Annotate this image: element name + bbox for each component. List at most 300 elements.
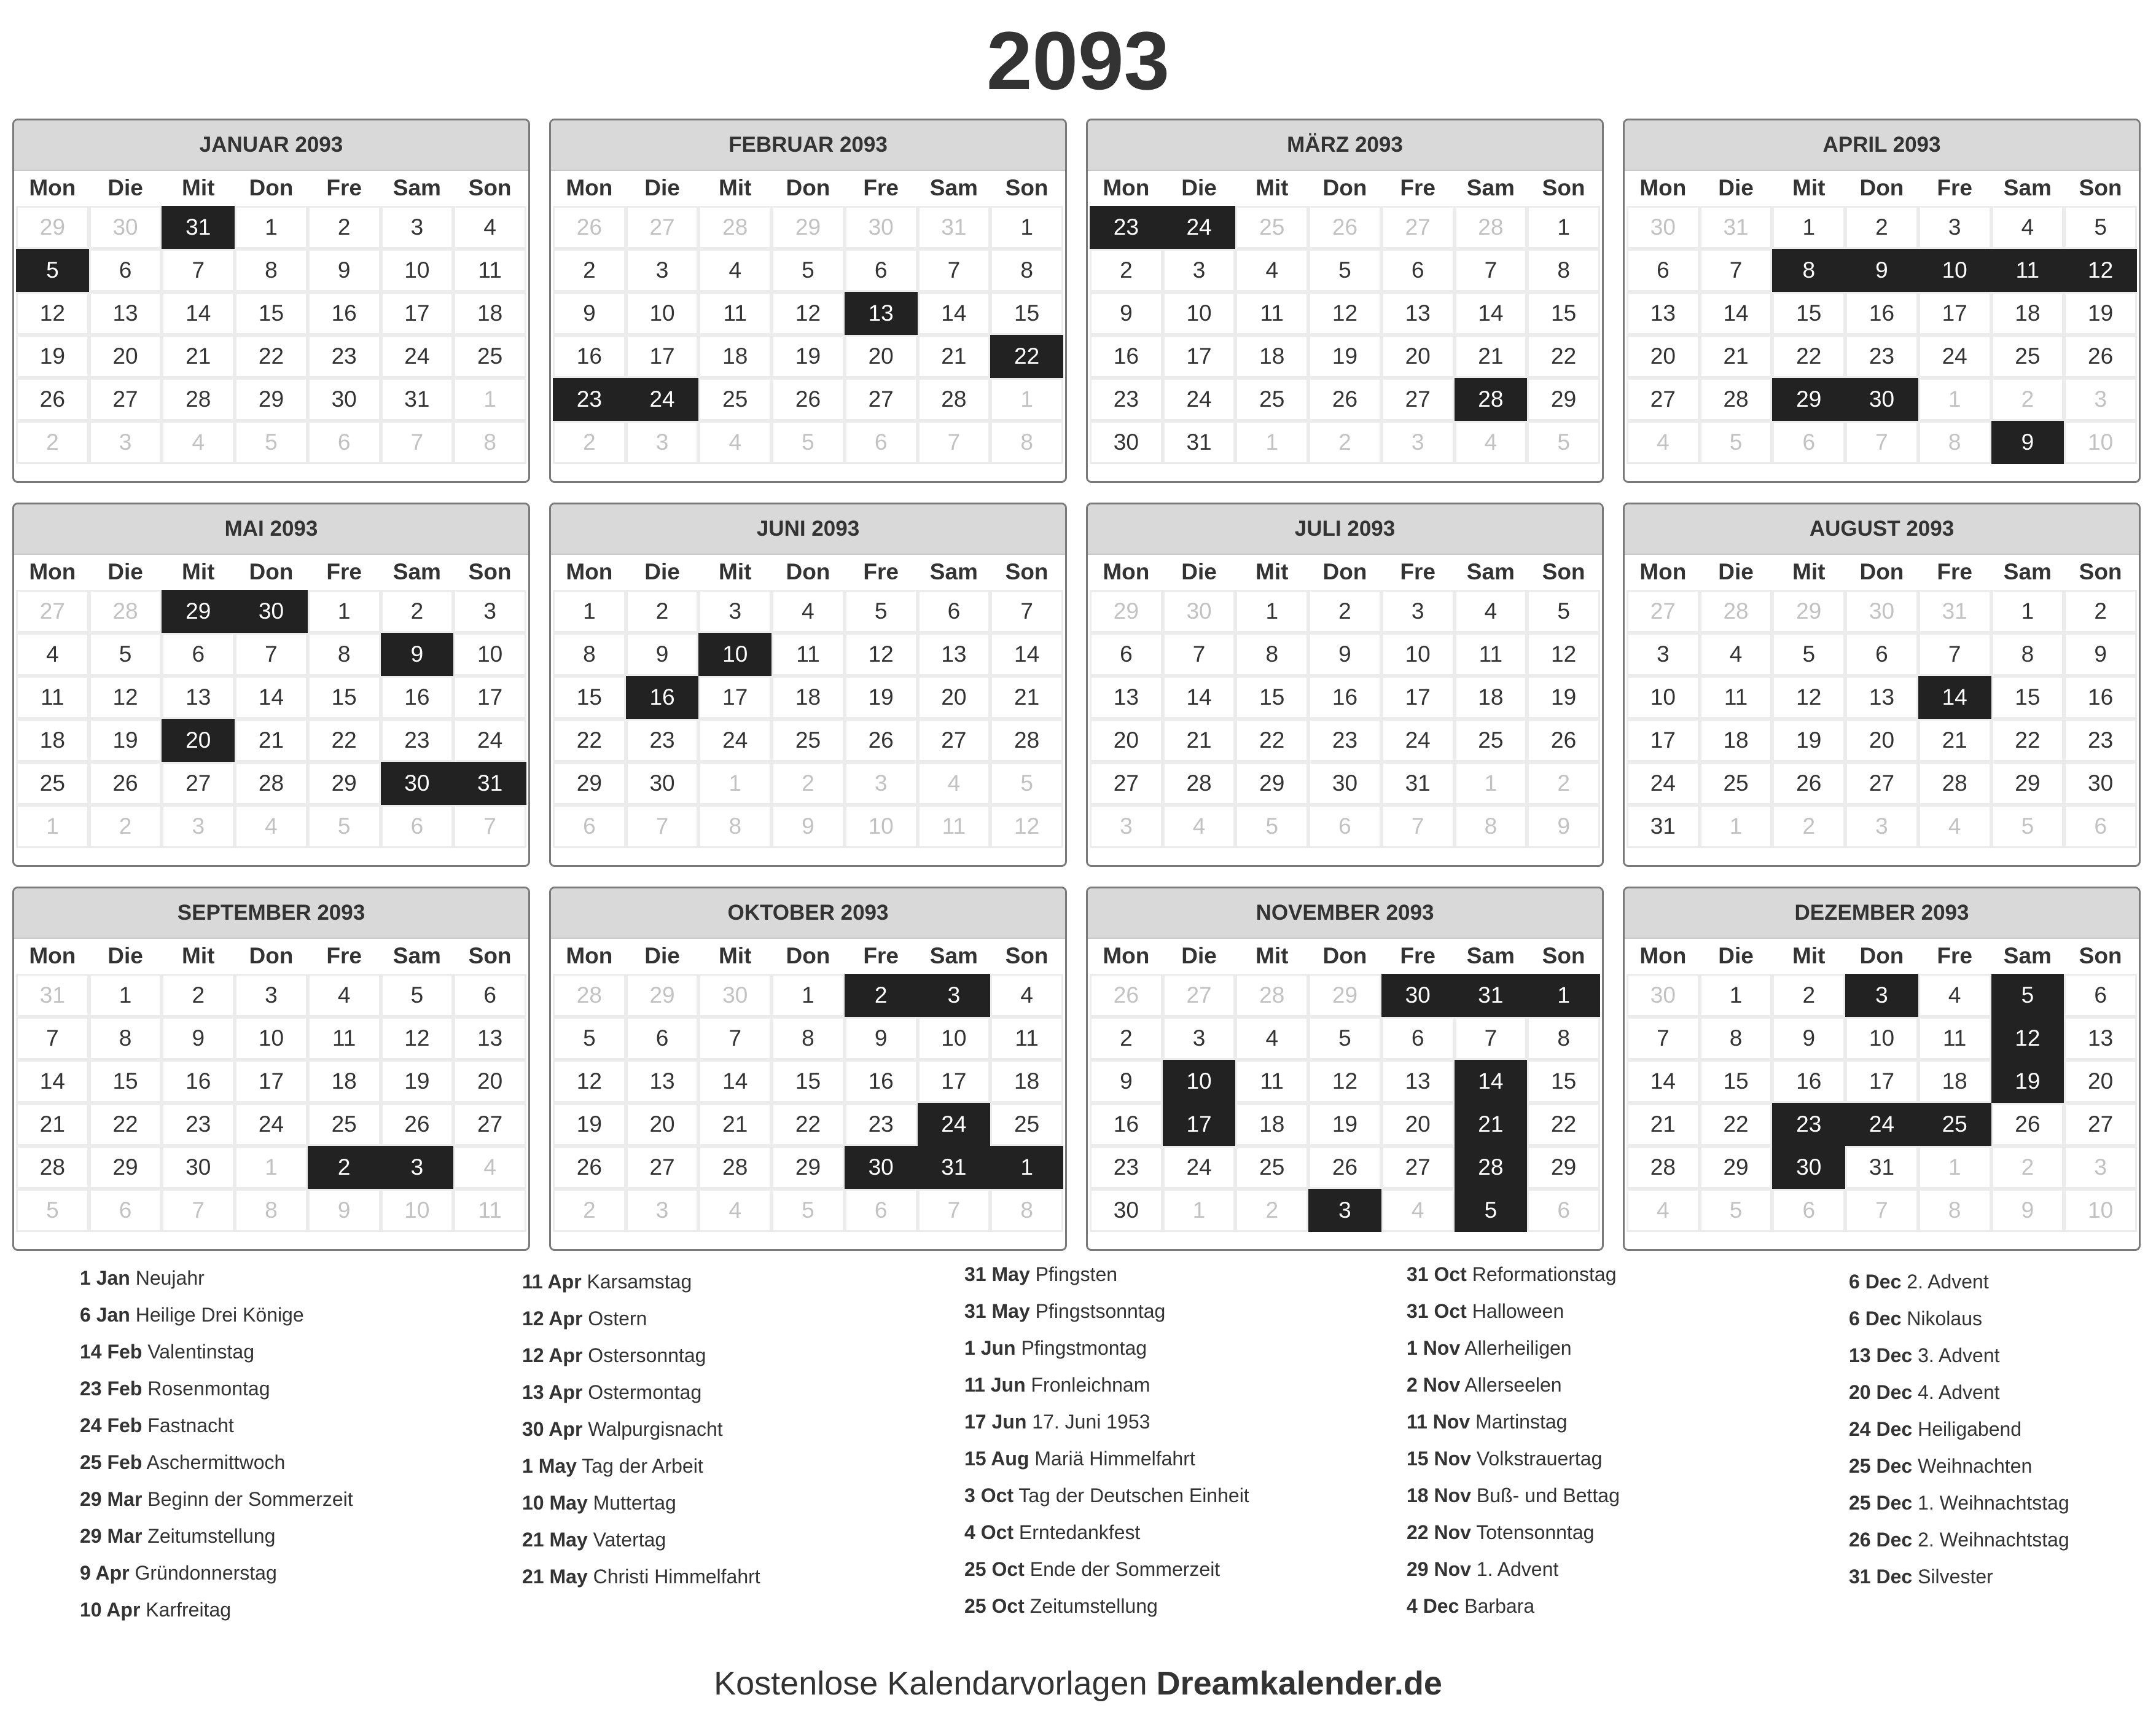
weekday-header: Son: [1005, 943, 1049, 968]
holiday-name: Karsamstag: [587, 1271, 692, 1293]
day-cell: 9: [1774, 1019, 1843, 1058]
day-cell-other-month: 29: [1774, 592, 1843, 631]
weekday-header: Sam: [393, 559, 441, 584]
day-cell: 20: [920, 678, 989, 717]
day-cell-other-month: 6: [2066, 807, 2135, 846]
day-cell-other-month: 10: [846, 807, 916, 846]
holiday-item: [522, 1448, 952, 1484]
day-cell: 4: [455, 208, 525, 247]
day-cell: 29: [773, 1148, 843, 1187]
day-cell: 12: [1310, 1062, 1380, 1101]
day-cell: 16: [383, 678, 452, 717]
holiday-date: 13 Dec: [1849, 1344, 1913, 1366]
day-cell-other-month: 28: [555, 976, 624, 1015]
week-row: [18, 251, 525, 290]
day-cell-other-month: 29: [1310, 976, 1380, 1015]
day-cell-other-month: 9: [773, 807, 843, 846]
day-cell-other-month: 27: [1383, 208, 1453, 247]
holiday-name: Beginn der Sommerzeit: [147, 1488, 353, 1510]
weekday-header: Sam: [393, 943, 441, 968]
day-cell: 15: [1529, 294, 1598, 333]
day-cell: 21: [992, 678, 1061, 717]
weekday-header: Mit: [719, 943, 752, 968]
day-cell-other-month: 5: [236, 423, 306, 462]
day-cell: 7: [1456, 251, 1526, 290]
day-cell: 19: [91, 721, 160, 760]
holiday-name: Ende der Sommerzeit: [1029, 1558, 1221, 1580]
holiday-name: Fronleichnam: [1031, 1374, 1150, 1396]
day-cell-other-month: 2: [773, 764, 843, 803]
holiday-item: [1849, 1374, 2156, 1411]
day-cell-other-month: 6: [310, 423, 379, 462]
weekday-header: Don: [249, 559, 294, 584]
holiday-date: 18 Nov: [1407, 1484, 1471, 1506]
day-cell-other-month: 2: [1774, 807, 1843, 846]
day-cell: 16: [1310, 678, 1380, 717]
day-cell: 7: [700, 1019, 770, 1058]
day-cell: 24: [700, 721, 770, 760]
footer: [0, 1662, 2156, 1705]
months-grid: [12, 119, 2141, 1251]
day-cell: 18: [18, 721, 87, 760]
day-cell-other-month: 8: [1456, 807, 1526, 846]
holiday-date: 21 May: [522, 1529, 588, 1551]
weekday-header: Die: [1718, 943, 1754, 968]
day-cell-other-month: 6: [846, 423, 916, 462]
day-cell-holiday: 9: [1847, 251, 1916, 290]
holiday-date: 6 Dec: [1849, 1307, 1902, 1330]
day-cell-other-month: 29: [1092, 592, 1161, 631]
day-cell: 2: [1310, 592, 1380, 631]
weekday-header: Fre: [1400, 559, 1435, 584]
day-cell: 18: [1920, 1062, 1990, 1101]
weekday-header: Sam: [2003, 559, 2052, 584]
day-cell: 26: [1310, 380, 1380, 419]
day-cell-other-month: 1: [18, 807, 87, 846]
holiday-name: 1. Advent: [1476, 1558, 1559, 1580]
day-cell: 20: [1092, 721, 1161, 760]
day-cell: 3: [628, 251, 697, 290]
weekday-header: Son: [1542, 943, 1585, 968]
weekday-header: Sam: [929, 943, 978, 968]
day-cell: 24: [1165, 380, 1234, 419]
day-cell: 14: [163, 294, 233, 333]
week-row: [18, 337, 525, 376]
weekday-header: Don: [249, 943, 294, 968]
day-cell: 2: [555, 251, 624, 290]
day-cell-other-month: 30: [1628, 208, 1698, 247]
weekday-header: Mit: [1792, 175, 1826, 200]
weekday-header: Sam: [2003, 175, 2052, 200]
day-cell: 14: [700, 1062, 770, 1101]
holiday-column: [1407, 1256, 1837, 1624]
weekday-header: Mon: [1103, 175, 1150, 200]
day-cell: 23: [846, 1105, 916, 1144]
day-cell: 18: [1237, 337, 1306, 376]
day-cell: 3: [1383, 592, 1453, 631]
day-cell: 26: [1529, 721, 1598, 760]
week-row: [1628, 592, 2135, 631]
day-cell: 1: [1529, 208, 1598, 247]
holiday-name: Ostermontag: [588, 1381, 702, 1403]
holiday-column: [1849, 1263, 2156, 1595]
day-cell-other-month: 7: [920, 423, 989, 462]
week-row: [18, 1191, 525, 1230]
day-cell: 15: [992, 294, 1061, 333]
weekday-header: Mon: [566, 175, 613, 200]
day-cell-holiday: 31: [163, 208, 233, 247]
day-cell: 22: [1529, 1105, 1598, 1144]
weekday-header: Son: [1005, 559, 1049, 584]
day-cell: 10: [1628, 678, 1698, 717]
day-cell: 21: [1456, 337, 1526, 376]
day-cell-other-month: 3: [1383, 423, 1453, 462]
day-cell: 4: [1920, 976, 1990, 1015]
holiday-name: Allerheiligen: [1464, 1337, 1572, 1359]
week-row: [1628, 678, 2135, 717]
day-cell: 6: [1383, 251, 1453, 290]
week-row: [555, 337, 1061, 376]
day-cell-holiday: 30: [1774, 1148, 1843, 1187]
day-cell-other-month: 5: [1993, 807, 2063, 846]
holiday-name: Pfingstmontag: [1021, 1337, 1147, 1359]
week-row: [1628, 337, 2135, 376]
day-cell: 2: [1774, 976, 1843, 1015]
holiday-name: Walpurgisnacht: [588, 1418, 723, 1440]
holiday-column: [80, 1260, 510, 1628]
day-cell: 31: [1383, 764, 1453, 803]
day-cell-holiday: 3: [920, 976, 989, 1015]
day-cell: 19: [1529, 678, 1598, 717]
day-cell: 31: [383, 380, 452, 419]
day-cell-other-month: 3: [1092, 807, 1161, 846]
week-row: [1092, 721, 1598, 760]
day-cell: 29: [1701, 1148, 1771, 1187]
day-cell: 20: [2066, 1062, 2135, 1101]
day-cell-other-month: 3: [1847, 807, 1916, 846]
day-cell: 22: [555, 721, 624, 760]
holiday-date: 25 Dec: [1849, 1455, 1913, 1477]
weekday-header: Son: [468, 943, 512, 968]
day-cell: 8: [992, 251, 1061, 290]
month-header: SEPTEMBER 2093: [14, 888, 528, 939]
day-cell: 31: [1847, 1148, 1916, 1187]
day-cell: 23: [310, 337, 379, 376]
day-cell: 18: [455, 294, 525, 333]
day-cell: 19: [846, 678, 916, 717]
month-calendar: [1623, 503, 2141, 867]
holiday-item: [1407, 1440, 1837, 1477]
day-cell: 1: [310, 592, 379, 631]
holiday-date: 24 Feb: [80, 1414, 143, 1436]
day-cell-other-month: 30: [846, 208, 916, 247]
holiday-name: 2. Advent: [1907, 1271, 1989, 1293]
day-cell: 14: [1701, 294, 1771, 333]
weekday-header: Sam: [1466, 943, 1515, 968]
month-header: DEZEMBER 2093: [1625, 888, 2139, 939]
day-cell: 13: [920, 635, 989, 674]
day-cell-other-month: 1: [1701, 807, 1771, 846]
holiday-name: Aschermittwoch: [146, 1451, 286, 1473]
weekday-header: Son: [468, 175, 512, 200]
day-cell-other-month: 2: [1529, 764, 1598, 803]
holiday-item: [80, 1444, 510, 1481]
weekday-header: Don: [249, 175, 294, 200]
day-cell: 7: [236, 635, 306, 674]
holiday-date: 6 Dec: [1849, 1271, 1902, 1293]
holiday-date: 25 Dec: [1849, 1492, 1913, 1514]
week-row: [18, 721, 525, 760]
day-cell: 12: [555, 1062, 624, 1101]
day-cell: 29: [1237, 764, 1306, 803]
day-cell: 19: [1774, 721, 1843, 760]
day-cell: 27: [920, 721, 989, 760]
weekday-header: Mit: [182, 943, 215, 968]
holiday-date: 9 Apr: [80, 1562, 130, 1584]
day-cell: 10: [628, 294, 697, 333]
holiday-name: Nikolaus: [1907, 1307, 1982, 1330]
day-cell: 30: [310, 380, 379, 419]
weekday-header: Don: [786, 175, 830, 200]
weekday-header: Mit: [719, 559, 752, 584]
day-cell: 13: [163, 678, 233, 717]
day-cell: 21: [18, 1105, 87, 1144]
holiday-item: [964, 1514, 1394, 1551]
day-cell: 22: [773, 1105, 843, 1144]
day-cell: 21: [163, 337, 233, 376]
day-cell: 22: [1774, 337, 1843, 376]
weekday-header: Fre: [863, 175, 899, 200]
week-row: [1092, 807, 1598, 846]
day-cell: 26: [91, 764, 160, 803]
holiday-name: Volkstrauertag: [1476, 1448, 1603, 1470]
day-cell: 13: [91, 294, 160, 333]
day-cell: 1: [992, 208, 1061, 247]
day-cell: 7: [163, 251, 233, 290]
day-cell-other-month: 31: [1920, 592, 1990, 631]
day-cell-holiday: 23: [1774, 1105, 1843, 1144]
weekday-header: Mit: [1256, 943, 1289, 968]
holiday-item: [522, 1411, 952, 1448]
holiday-date: 31 Oct: [1407, 1263, 1467, 1285]
day-cell: 5: [91, 635, 160, 674]
day-cell: 3: [1628, 635, 1698, 674]
week-row: [1628, 1191, 2135, 1230]
day-cell: 25: [310, 1105, 379, 1144]
day-cell-other-month: 8: [700, 807, 770, 846]
week-row: [18, 1019, 525, 1058]
weekday-header: Die: [644, 175, 680, 200]
month-table: [1625, 168, 2139, 466]
day-cell-holiday: 9: [1993, 423, 2063, 462]
day-cell: 5: [846, 592, 916, 631]
day-cell: 28: [18, 1148, 87, 1187]
day-cell: 18: [773, 678, 843, 717]
day-cell: 29: [236, 380, 306, 419]
day-cell-holiday: 11: [1993, 251, 2063, 290]
holiday-date: 30 Apr: [522, 1418, 583, 1440]
day-cell: 28: [1920, 764, 1990, 803]
month-calendar: [12, 503, 530, 867]
week-row: [555, 1019, 1061, 1058]
day-cell-other-month: 26: [1310, 208, 1380, 247]
day-cell: 6: [455, 976, 525, 1015]
month-header: OKTOBER 2093: [551, 888, 1065, 939]
day-cell: 29: [1529, 1148, 1598, 1187]
day-cell-holiday: 31: [455, 764, 525, 803]
day-cell: 2: [1092, 251, 1161, 290]
day-cell: 12: [91, 678, 160, 717]
weekday-header: Son: [1542, 559, 1585, 584]
week-row: [555, 635, 1061, 674]
holiday-column: [522, 1263, 952, 1595]
week-row: [1092, 251, 1598, 290]
holiday-item: [964, 1330, 1394, 1366]
day-cell: 2: [310, 208, 379, 247]
day-cell: 27: [1628, 380, 1698, 419]
weekday-header: Die: [1718, 175, 1754, 200]
week-row: [1092, 1148, 1598, 1187]
day-cell: 29: [310, 764, 379, 803]
day-cell: 18: [1701, 721, 1771, 760]
day-cell: 2: [1847, 208, 1916, 247]
day-cell: 23: [1847, 337, 1916, 376]
day-cell-other-month: 9: [1529, 807, 1598, 846]
day-cell-other-month: 5: [310, 807, 379, 846]
day-cell-other-month: 2: [555, 1191, 624, 1230]
week-row: [1628, 251, 2135, 290]
day-cell: 25: [18, 764, 87, 803]
day-cell: 2: [628, 592, 697, 631]
holiday-name: Zeitumstellung: [1029, 1595, 1158, 1617]
day-cell: 1: [1701, 976, 1771, 1015]
day-cell: 2: [1092, 1019, 1161, 1058]
day-cell: 13: [2066, 1019, 2135, 1058]
day-cell-other-month: 4: [1628, 423, 1698, 462]
day-cell: 25: [773, 721, 843, 760]
day-cell: 14: [992, 635, 1061, 674]
day-cell: 31: [1628, 807, 1698, 846]
day-cell: 20: [628, 1105, 697, 1144]
holiday-item: [1849, 1448, 2156, 1484]
week-row: [18, 294, 525, 333]
month-table: [1088, 168, 1602, 466]
week-row: [555, 208, 1061, 247]
day-cell-holiday: 30: [1383, 976, 1453, 1015]
day-cell: 24: [1383, 721, 1453, 760]
day-cell: 17: [455, 678, 525, 717]
day-cell: 26: [1774, 764, 1843, 803]
holiday-date: 24 Dec: [1849, 1418, 1913, 1440]
day-cell-other-month: 4: [163, 423, 233, 462]
day-cell: 10: [1383, 635, 1453, 674]
day-cell-holiday: 28: [1456, 380, 1526, 419]
weekday-header: Fre: [326, 943, 362, 968]
weekday-header: Sam: [1466, 175, 1515, 200]
day-cell-other-month: 6: [1774, 1191, 1843, 1230]
day-cell-other-month: 9: [1993, 1191, 2063, 1230]
day-cell: 16: [1774, 1062, 1843, 1101]
day-cell: 6: [846, 251, 916, 290]
week-row: [18, 208, 525, 247]
day-cell-other-month: 3: [91, 423, 160, 462]
day-cell-other-month: 27: [1165, 976, 1234, 1015]
weekday-header: Mon: [566, 943, 613, 968]
month-calendar: [1086, 119, 1604, 483]
day-cell: 3: [700, 592, 770, 631]
weekday-header: Mit: [1792, 559, 1826, 584]
day-cell: 5: [555, 1019, 624, 1058]
holiday-item: [522, 1484, 952, 1521]
day-cell-other-month: 7: [628, 807, 697, 846]
day-cell: 6: [1628, 251, 1698, 290]
day-cell: 27: [1383, 380, 1453, 419]
holiday-date: 11 Nov: [1407, 1411, 1471, 1433]
weekday-header: Mit: [182, 559, 215, 584]
day-cell-holiday: 9: [383, 635, 452, 674]
day-cell: 11: [1237, 1062, 1306, 1101]
holiday-date: 10 Apr: [80, 1599, 141, 1621]
day-cell-other-month: 6: [1529, 1191, 1598, 1230]
day-cell-other-month: 27: [628, 208, 697, 247]
holiday-name: Heiligabend: [1918, 1418, 2022, 1440]
day-cell-other-month: 2: [1993, 1148, 2063, 1187]
holiday-item: [964, 1403, 1394, 1440]
day-cell: 9: [555, 294, 624, 333]
day-cell-other-month: 11: [455, 1191, 525, 1230]
day-cell: 6: [91, 251, 160, 290]
day-cell: 16: [2066, 678, 2135, 717]
day-cell: 8: [236, 251, 306, 290]
day-cell-holiday: 24: [1165, 208, 1234, 247]
day-cell-other-month: 5: [773, 1191, 843, 1230]
day-cell: 23: [2066, 721, 2135, 760]
day-cell: 6: [628, 1019, 697, 1058]
day-cell: 18: [1993, 294, 2063, 333]
holiday-date: 25 Feb: [80, 1451, 143, 1473]
day-cell: 4: [18, 635, 87, 674]
day-cell: 6: [1383, 1019, 1453, 1058]
day-cell-other-month: 4: [1456, 423, 1526, 462]
day-cell: 11: [1701, 678, 1771, 717]
day-cell: 18: [992, 1062, 1061, 1101]
day-cell-other-month: 28: [1237, 976, 1306, 1015]
day-cell: 28: [236, 764, 306, 803]
week-row: [1628, 635, 2135, 674]
day-cell-other-month: 1: [992, 380, 1061, 419]
weekday-header: Fre: [863, 943, 899, 968]
day-cell: 27: [455, 1105, 525, 1144]
week-row: [18, 976, 525, 1015]
day-cell: 15: [555, 678, 624, 717]
day-cell-holiday: 31: [1456, 976, 1526, 1015]
day-cell-other-month: 4: [700, 1191, 770, 1230]
weekday-header: Die: [1181, 943, 1217, 968]
day-cell-other-month: 4: [1920, 807, 1990, 846]
day-cell: 29: [91, 1148, 160, 1187]
week-row: [1628, 1105, 2135, 1144]
month-table: [1088, 552, 1602, 850]
day-cell-other-month: 1: [1456, 764, 1526, 803]
day-cell-other-month: 10: [383, 1191, 452, 1230]
day-cell-holiday: 5: [1456, 1191, 1526, 1230]
day-cell: 27: [91, 380, 160, 419]
holiday-date: 4 Dec: [1407, 1595, 1459, 1617]
day-cell: 11: [773, 635, 843, 674]
day-cell: 5: [1774, 635, 1843, 674]
day-cell-holiday: 10: [1165, 1062, 1234, 1101]
holiday-item: [80, 1260, 510, 1296]
